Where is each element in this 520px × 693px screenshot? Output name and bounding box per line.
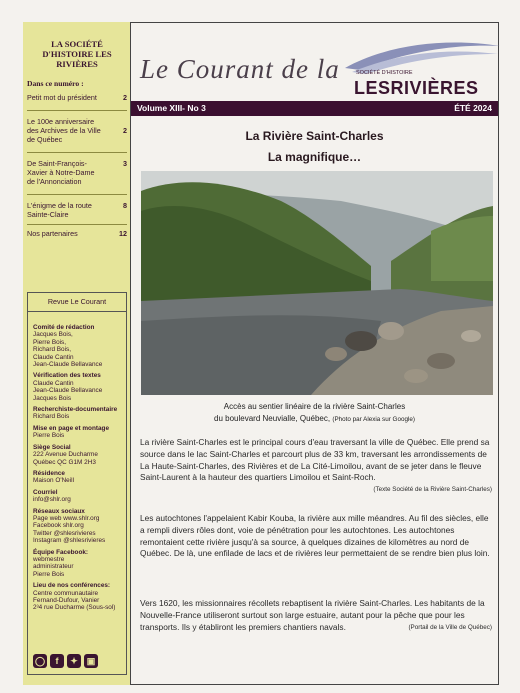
article-paragraph: Les autochtones l'appelaient Kabir Kouba, la rivière aux mille méandres. Au fil des siècles, elle a rempli divers rôles dont, voie de pénétration pour les autochtones. Les autochtones remontaient cette rivière jusqu'à sa source, à quelques dizaines de kilomètres au nord de Québec. De là, une enfilade de lacs et de rivières leur permettaient de se rendre bien plus loin. (140, 513, 490, 559)
credit-block (28, 549, 126, 579)
toc-item[interactable]: L'énigme de la route Sainte-Claire 8 (27, 201, 127, 219)
credit-heading: Réseaux sociaux (33, 507, 85, 515)
logo-subtitle: SOCIÉTÉ D'HISTOIRE (356, 70, 413, 76)
credit-block (28, 372, 126, 402)
sidebar (23, 22, 131, 685)
divider (27, 110, 127, 111)
article-paragraph: Vers 1620, les missionnaires récollets rebaptisent la rivière Saint-Charles. Les habitants de la Nouvelle-France utiliseront surtout son large estuaire, autant pour la pêche que pour les transports. Ils y établiront les premiers chantiers navals. (Portail de la Ville de Québec) (140, 598, 492, 632)
revue-credits-box (27, 292, 127, 675)
credit-line: Claude Cantin (33, 353, 74, 361)
credit-heading: Lieu de nos conférences: (33, 582, 111, 590)
volume-bar (131, 101, 498, 116)
credit-heading: Recherchiste-documentaire (33, 406, 118, 414)
credit-line: Fernand-Dufour, Vanier (33, 597, 100, 604)
credit-line: Jean-Claude Bellavance (33, 361, 103, 369)
society-title: LA SOCIÉTÉ D'HISTOIRE LES RIVIÈRES (42, 39, 112, 69)
credit-line: 2³4 rue Ducharme (Sous-sol) (33, 604, 116, 612)
toc-page-number: 12 (119, 229, 127, 238)
credit-line: 222 Avenue Ducharme (33, 451, 98, 459)
credit-block (28, 444, 126, 466)
divider (28, 311, 126, 312)
instagram-icon[interactable]: ◯ (33, 654, 47, 668)
divider (27, 194, 127, 195)
river-photo (141, 171, 493, 395)
credit-line: info@shlr.org (33, 496, 71, 504)
twitter-icon[interactable]: ✦ (67, 654, 81, 668)
credit-line: Claude Cantin (33, 379, 74, 387)
credit-block (28, 406, 126, 421)
credit-heading: Résidence (33, 469, 65, 477)
toc-page-number: 2 (123, 93, 127, 102)
toc-page-number: 3 (123, 159, 127, 168)
masthead-title: Le Courant de la (140, 54, 340, 84)
toc-page-number: 2 (123, 126, 127, 135)
credit-heading: Vérification des textes (33, 372, 101, 380)
facebook-icon[interactable]: f (50, 654, 64, 668)
photo-caption-line2: du boulevard Neuvialle, Québec, (Photo par Alexia sur Google) (214, 414, 415, 423)
credit-block (28, 425, 126, 440)
credit-heading: Siège Social (33, 443, 71, 451)
divider (27, 224, 127, 225)
credit-block (28, 508, 126, 545)
credit-block (28, 470, 126, 485)
toc-item[interactable]: De Saint-François- Xavier à Notre-Dame de l'Annonciation 3 (27, 159, 127, 186)
article-paragraph: La rivière Saint-Charles est le principal cours d'eau traversant la ville de Québec. Elle prend sa source dans le lac Saint-Charles et parcourt plus de 33 km, traversant les arrondissements de La Haute-Saint-Charles, des Rivières et de La Cité-Limoilou, avant de se jeter dans le fleuve Saint-Laurent à la hauteur des quartiers Limoilou et Saint-Roch. (Texte Société de la Rivière Saint-Charles) (140, 437, 492, 496)
credit-line: Instagram @shlesrivieres (33, 537, 106, 545)
credit-line: Richard Bois, (33, 346, 72, 354)
credit-line: Jacques Bois (33, 394, 72, 402)
volume-number: Volume XIII- No 3 (137, 103, 206, 113)
credit-line: administrateur (33, 563, 74, 571)
photo-caption: Accès au sentier linéaire de la rivière Saint-Charles (223, 402, 406, 411)
credit-heading: Courriel (33, 488, 58, 496)
toc-item[interactable]: Le 100e anniversaire des Archives de la Ville de Québec 2 (27, 117, 127, 144)
credit-line: Pierre Bois, (33, 338, 67, 346)
article-title: La Rivière Saint-Charles (245, 129, 384, 143)
credits-list (28, 324, 126, 612)
credit-line: Québec QC G1M 2H3 (33, 458, 96, 466)
credit-line: Jacques Bois, (33, 331, 73, 339)
toc-item[interactable]: Petit mot du président 2 (27, 93, 127, 102)
credit-block (28, 324, 126, 368)
paragraph-source: (Portail de la Ville de Québec) (408, 623, 492, 631)
toc-page-number: 8 (123, 201, 127, 210)
instagram-icon[interactable]: ▣ (84, 654, 98, 668)
credit-heading: Mise en page et montage (33, 424, 109, 432)
article-subtitle: La magnifique… (267, 150, 362, 164)
credit-line: Centre communautaire (33, 589, 99, 597)
paragraph-source: (Texte Société de la Rivière Saint-Charles) (373, 486, 492, 494)
credit-block (28, 582, 126, 612)
photo-credit: (Photo par Alexia sur Google) (332, 416, 415, 423)
divider (27, 152, 127, 153)
credit-line: Jean-Claude Bellavance (33, 387, 103, 395)
credit-line: Twitter @shlesrivieres (33, 529, 96, 537)
credit-line: Pierre Bois (33, 432, 65, 440)
season: ÉTÉ 2024 (454, 103, 492, 113)
credit-line: Facebook shlr.org (33, 522, 84, 530)
credit-heading: Comité de rédaction (33, 324, 95, 331)
toc-item[interactable]: Nos partenaires 12 (27, 229, 127, 238)
credit-line: Maison O'Neill (33, 477, 74, 485)
credit-line: Pierre Bois (33, 570, 65, 578)
credit-line: Richard Bois (33, 413, 70, 421)
revue-title: Revue Le Courant (47, 297, 107, 306)
credit-line: Page web www.shlr.org (33, 514, 100, 522)
contents-heading: Dans ce numéro : (27, 79, 84, 88)
logo-name: LESRIVIÈRES (354, 78, 479, 98)
social-icons (33, 654, 98, 668)
credit-heading: Équipe Facebook: (33, 548, 89, 556)
credit-block (28, 489, 126, 504)
credit-line: webmestre (33, 555, 65, 563)
